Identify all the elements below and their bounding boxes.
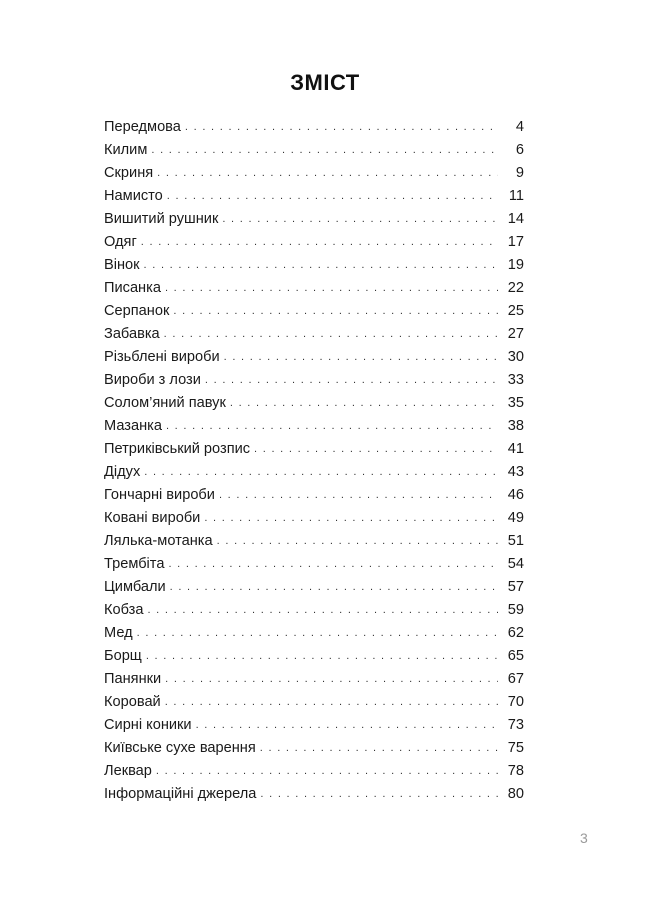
toc-dot-leader	[164, 323, 498, 346]
toc-entry[interactable]	[104, 553, 524, 576]
toc-entry-title: Інформаційні джерела	[104, 786, 257, 802]
toc-dot-leader	[168, 553, 498, 576]
toc-entry[interactable]	[104, 461, 524, 484]
toc-entry-page: 38	[507, 418, 524, 434]
toc-entry-title: Ковані вироби	[104, 510, 201, 526]
toc-dot-leader	[165, 691, 498, 714]
toc-entry-title: Лялька-мотанка	[104, 533, 213, 549]
toc-entry[interactable]	[104, 346, 524, 369]
toc-dot-leader	[173, 300, 498, 323]
toc-entry-page: 73	[507, 717, 524, 733]
toc-entry[interactable]	[104, 507, 524, 530]
toc-entry-title: Вироби з лози	[104, 372, 201, 388]
toc-entry[interactable]	[104, 231, 524, 254]
toc-dot-leader	[230, 392, 498, 415]
toc-entry-page: 51	[507, 533, 524, 549]
toc-entry-title: Київське сухе варення	[104, 740, 256, 756]
toc-entry[interactable]	[104, 760, 524, 783]
toc-entry-page: 75	[507, 740, 524, 756]
toc-entry[interactable]	[104, 737, 524, 760]
toc-entry-title: Вінок	[104, 257, 140, 273]
toc-entry[interactable]	[104, 645, 524, 668]
toc-dot-leader	[146, 645, 498, 668]
toc-entry-page: 11	[508, 188, 524, 204]
toc-entry-title: Різьблені вироби	[104, 349, 220, 365]
toc-entry[interactable]	[104, 116, 524, 139]
toc-entry-page: 14	[507, 211, 524, 227]
toc-entry-title: Мед	[104, 625, 133, 641]
toc-entry[interactable]	[104, 783, 524, 806]
toc-dot-leader	[144, 254, 498, 277]
page-title: ЗМІСТ	[290, 70, 360, 95]
toc-dot-leader	[165, 668, 498, 691]
toc-entry-page: 6	[515, 142, 524, 158]
toc-entry-page: 9	[515, 165, 524, 181]
toc-entry-page: 4	[515, 119, 524, 135]
toc-entry-title: Борщ	[104, 648, 142, 664]
toc-entry-title: Одяг	[104, 234, 137, 250]
toc-dot-leader	[166, 415, 498, 438]
toc-entry-title: Писанка	[104, 280, 161, 296]
toc-entry-title: Солом’яний павук	[104, 395, 226, 411]
toc-dot-leader	[254, 438, 498, 461]
toc-dot-leader	[260, 737, 498, 760]
toc-entry-title: Сирні коники	[104, 717, 192, 733]
toc-entry-title: Гончарні вироби	[104, 487, 215, 503]
toc-entry-title: Забавка	[104, 326, 160, 342]
toc-entry-title: Трембіта	[104, 556, 165, 572]
toc-entry[interactable]	[104, 415, 524, 438]
toc-dot-leader	[156, 760, 498, 783]
toc-entry-page: 33	[507, 372, 524, 388]
toc-entry-page: 62	[507, 625, 524, 641]
toc-dot-leader	[196, 714, 498, 737]
toc-dot-leader	[217, 530, 498, 553]
toc-entry-title: Передмова	[104, 119, 181, 135]
toc-entry-page: 78	[507, 763, 524, 779]
toc-entry[interactable]	[104, 691, 524, 714]
toc-dot-leader	[167, 185, 498, 208]
toc-entry-title: Цимбали	[104, 579, 166, 595]
toc-entry-page: 49	[507, 510, 524, 526]
toc-entry[interactable]	[104, 323, 524, 346]
toc-dot-leader	[147, 599, 498, 622]
toc-entry[interactable]	[104, 599, 524, 622]
toc-entry-title: Петриківський розпис	[104, 441, 251, 457]
toc-entry[interactable]	[104, 714, 524, 737]
toc-entry[interactable]	[104, 369, 524, 392]
toc-entry-title: Леквар	[104, 763, 152, 779]
toc-entry-page: 80	[507, 786, 524, 802]
toc-entry-title: Панянки	[104, 671, 162, 687]
toc-entry-title: Намисто	[104, 188, 163, 204]
toc-entry-title: Вишитий рушник	[104, 211, 219, 227]
toc-dot-leader	[260, 783, 498, 806]
toc-entry[interactable]	[104, 622, 524, 645]
toc-entry-page: 46	[507, 487, 524, 503]
toc-entry[interactable]	[104, 668, 524, 691]
toc-entry-page: 41	[507, 441, 524, 457]
toc-entry[interactable]	[104, 185, 524, 208]
toc-entry-page: 25	[507, 303, 524, 319]
toc-entry[interactable]	[104, 438, 524, 461]
toc-entry[interactable]	[104, 484, 524, 507]
toc-entry-title: Дідух	[104, 464, 141, 480]
toc-entry-page: 19	[507, 257, 524, 273]
table-of-contents	[104, 116, 524, 806]
toc-dot-leader	[204, 507, 498, 530]
toc-entry[interactable]	[104, 300, 524, 323]
toc-dot-leader	[219, 484, 498, 507]
page-number: 3	[580, 830, 588, 846]
toc-entry[interactable]	[104, 392, 524, 415]
toc-entry[interactable]	[104, 162, 524, 185]
toc-entry-page: 67	[507, 671, 524, 687]
toc-entry[interactable]	[104, 208, 524, 231]
toc-entry[interactable]	[104, 277, 524, 300]
toc-entry-page: 57	[507, 579, 524, 595]
toc-dot-leader	[157, 162, 498, 185]
toc-entry-page: 43	[507, 464, 524, 480]
toc-entry-page: 70	[507, 694, 524, 710]
toc-dot-leader	[185, 116, 498, 139]
toc-dot-leader	[205, 369, 498, 392]
toc-entry-page: 27	[507, 326, 524, 342]
toc-entry[interactable]	[104, 254, 524, 277]
toc-entry-title: Килим	[104, 142, 148, 158]
toc-entry-page: 35	[507, 395, 524, 411]
toc-entry-page: 54	[507, 556, 524, 572]
toc-entry-title: Серпанок	[104, 303, 170, 319]
toc-entry[interactable]	[104, 576, 524, 599]
toc-dot-leader	[222, 208, 498, 231]
toc-dot-leader	[151, 139, 498, 162]
toc-entry-page: 65	[507, 648, 524, 664]
toc-dot-leader	[144, 461, 498, 484]
toc-entry-page: 30	[507, 349, 524, 365]
toc-dot-leader	[224, 346, 498, 369]
toc-entry-page: 22	[507, 280, 524, 296]
toc-dot-leader	[141, 231, 498, 254]
toc-entry-page: 17	[507, 234, 524, 250]
toc-entry-title: Мазанка	[104, 418, 162, 434]
toc-dot-leader	[165, 277, 498, 300]
toc-dot-leader	[170, 576, 498, 599]
toc-entry-page: 59	[507, 602, 524, 618]
toc-entry[interactable]	[104, 530, 524, 553]
toc-entry-title: Кобза	[104, 602, 144, 618]
toc-entry-title: Коровай	[104, 694, 161, 710]
toc-entry-title: Скриня	[104, 165, 154, 181]
toc-entry[interactable]	[104, 139, 524, 162]
toc-dot-leader	[137, 622, 498, 645]
